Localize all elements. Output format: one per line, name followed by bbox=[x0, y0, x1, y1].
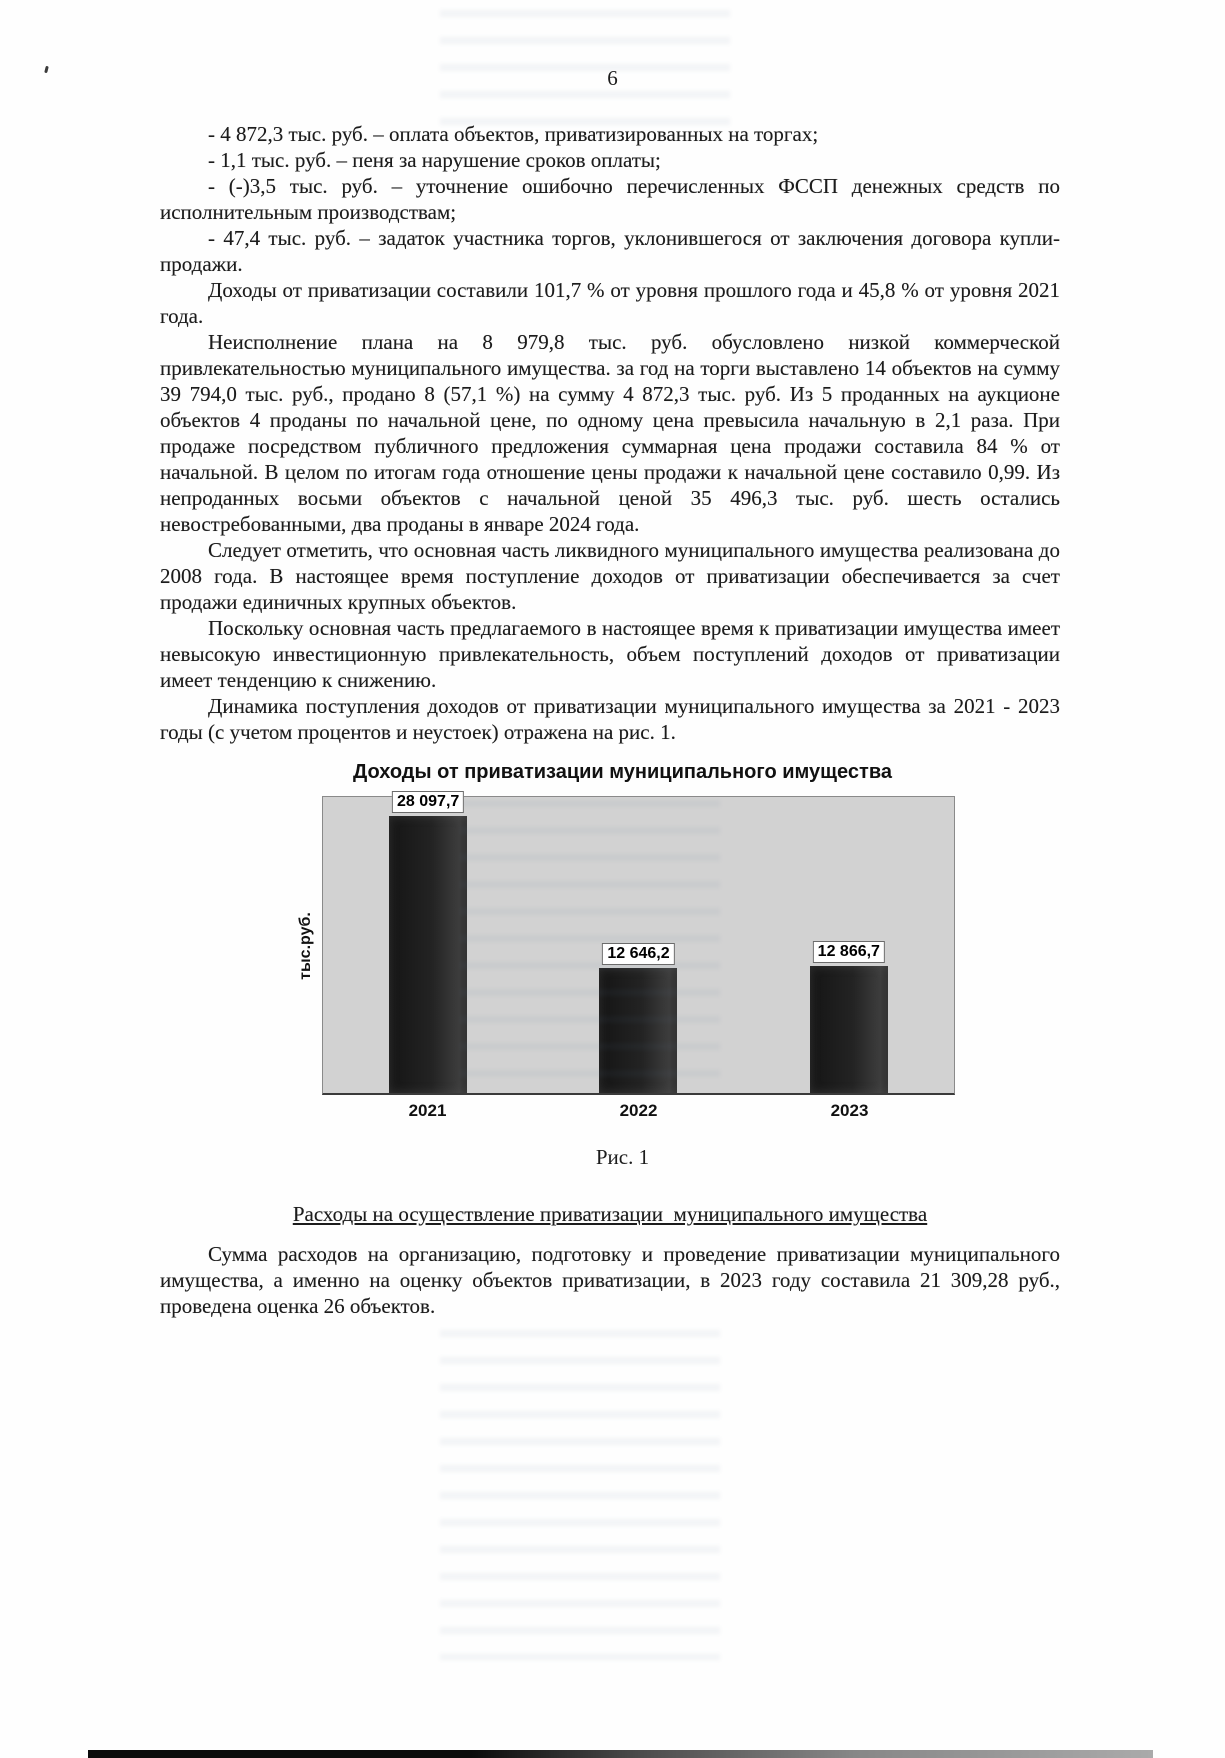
privatization-income-chart bbox=[290, 761, 955, 1170]
x-tick-2021: 2021 bbox=[408, 1101, 447, 1120]
figure-caption: Рис. 1 bbox=[595, 1145, 650, 1169]
bleed-through-artifact bbox=[440, 1330, 720, 1660]
body-paragraph: Неисполнение плана на 8 979,8 тыс. руб. обусловлено низкой коммерческой привлекательностью муниципального имущества. за год на торги выставлено 14 объектов на сумму 39 794,0 тыс. руб., продано 8 (57,1 %) на сумму 4 872,3 тыс. руб. Из 5 проданных на аукционе объектов 4 проданы по начальной цене, по одному цена превысила начальную в 2,1 раза. При продаже посредством публичного предложения суммарная цена продажи составила 84 % от начальной. В целом по итогам года отношение цены продажи к начальной цене составило 0,99. Из непроданных восьми объектов с начальной ценой 35 496,3 тыс. руб. шесть остались невостребованными, два проданы в январе 2024 года. bbox=[160, 330, 1060, 536]
body-paragraph: Доходы от приватизации составили 101,7 % от уровня прошлого года и 45,8 % от уровня 2021 года. bbox=[160, 278, 1060, 328]
body-paragraph: Следует отметить, что основная часть ликвидного муниципального имущества реализована до 2008 года. В настоящее время поступление доходов от приватизации обеспечивается за счет продажи единичных крупных объектов. bbox=[160, 538, 1060, 614]
bar-group-2023 bbox=[810, 797, 888, 1093]
document-body bbox=[160, 121, 1060, 1319]
bar-group-2022 bbox=[599, 797, 677, 1093]
y-axis-label: тыс.руб. bbox=[297, 911, 315, 980]
list-item-paragraph: - 1,1 тыс. руб. – пеня за нарушение сроков оплаты; bbox=[208, 148, 661, 172]
bar-value-label: 28 097,7 bbox=[392, 791, 464, 813]
list-item-paragraph: - 4 872,3 тыс. руб. – оплата объектов, приватизированных на торгах; bbox=[208, 122, 819, 146]
chart-plot-area bbox=[322, 792, 955, 1095]
x-axis bbox=[322, 1101, 955, 1121]
body-paragraph: Поскольку основная часть предлагаемого в настоящее время к приватизации имущества имеет невысокую инвестиционную привлекательность, объем поступлений доходов от приватизации имеет тенденцию к снижению. bbox=[160, 616, 1060, 692]
list-item-paragraph: - (-)3,5 тыс. руб. – уточнение ошибочно перечисленных ФССП денежных средств по исполнительным производствам; bbox=[160, 174, 1060, 224]
bar-value-label: 12 646,2 bbox=[602, 943, 674, 965]
scan-edge-artifact bbox=[88, 1750, 1153, 1758]
bar-2021 bbox=[389, 816, 467, 1093]
bar-group-2021 bbox=[389, 792, 467, 1093]
bar-2023 bbox=[810, 966, 888, 1093]
bar-value-label: 12 866,7 bbox=[813, 941, 885, 963]
section-heading: Расходы на осуществление приватизации муниципального имущества bbox=[292, 1202, 928, 1226]
list-item-paragraph: - 47,4 тыс. руб. – задаток участника торгов, уклонившегося от заключения договора купли-продажи. bbox=[160, 226, 1060, 276]
body-paragraph: Динамика поступления доходов от приватизации муниципального имущества за 2021 - 2023 годы (с учетом процентов и неустоек) отражена на рис. 1. bbox=[160, 694, 1060, 744]
section-paragraph: Сумма расходов на организацию, подготовку и проведение приватизации муниципального имущества, а именно на оценку объектов приватизации, в 2023 году составила 21 309,28 руб., проведена оценка 26 объектов. bbox=[160, 1242, 1060, 1318]
x-tick-2023: 2023 bbox=[830, 1101, 869, 1120]
chart-title: Доходы от приватизации муниципального имущества bbox=[353, 761, 892, 783]
x-tick-2022: 2022 bbox=[619, 1101, 658, 1120]
page-number: 6 bbox=[607, 66, 618, 90]
y-axis bbox=[290, 796, 322, 1095]
bar-2022 bbox=[599, 968, 677, 1093]
